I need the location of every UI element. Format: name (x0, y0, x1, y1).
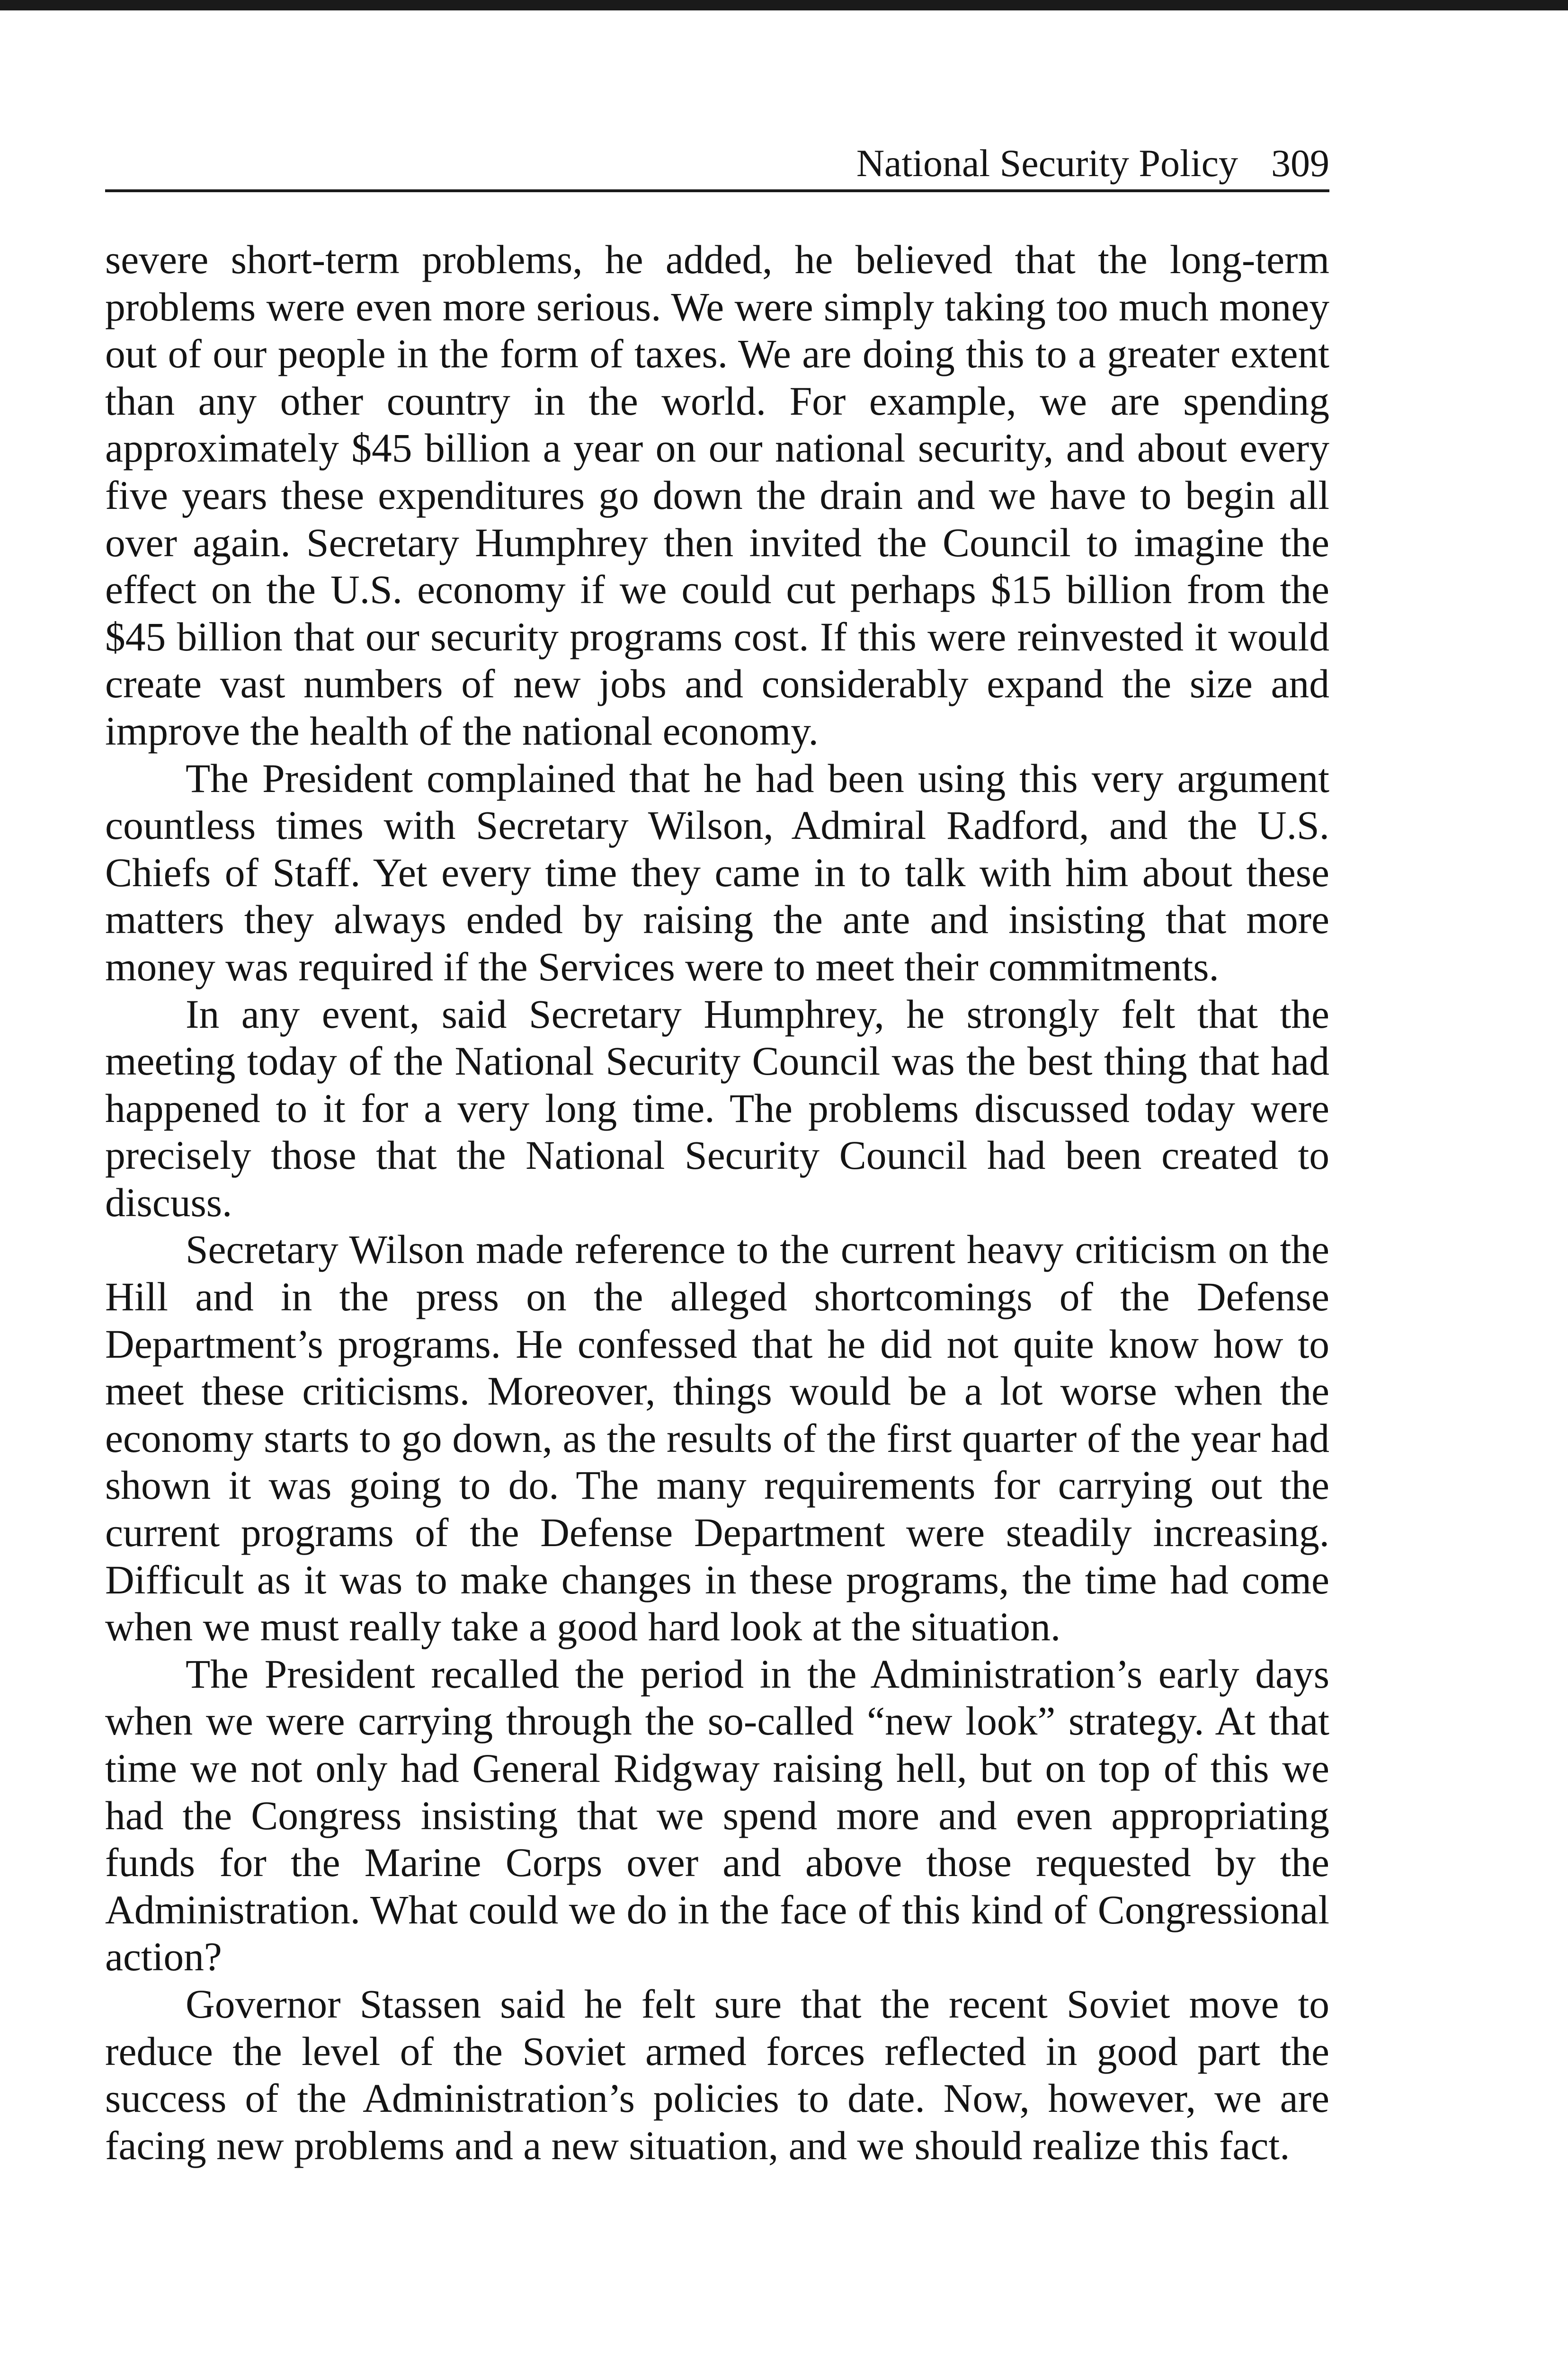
paragraph: The President recalled the period in the Administration’s early days when we were carrying through the so-called “new look” strategy. At that time we not only had General Ridgway raising hell, but on top of this we had the Congress insisting that we spend more and even appropriating funds for the Marine Corps over and above those requested by the Administration. What could we do in the face of this kind of Congressional action? (105, 1652, 1329, 1980)
running-head-title: National Security Policy (856, 142, 1238, 185)
paragraph-continued: severe short-term problems, he added, he believed that the long-term problems were even more serious. We were simply taking too much money out of our people in the form of taxes. We are doing this to a greater extent than any other country in the world. For example, we are spending approximately $45 billion a year on our national security, and about every five years these expenditures go down the drain and we have to begin all over again. Secretary Humphrey then invited the Council to imagine the effect on the U.S. economy if we could cut perhaps $15 billion from the $45 billion that our security programs cost. If this were reinvested it would create vast numbers of new jobs and considerably expand the size and improve the health of the national economy. (105, 238, 1329, 754)
page-top-border (0, 0, 1568, 10)
paragraph: Secretary Wilson made reference to the current heavy criticism on the Hill and in the press on the alleged shortcomings of the Defense Department’s programs. He confessed that he did not quite know how to meet these criticisms. Moreover, things would be a lot worse when the economy starts to go down, as the results of the first quarter of the year had shown it was going to do. The many requirements for carrying out the current programs of the Defense Department were steadily increasing. Difficult as it was to make changes in these programs, the time had come when we must really take a good hard look at the situation. (105, 1228, 1329, 1650)
paragraph: In any event, said Secretary Humphrey, he strongly felt that the meeting today of the National Security Council was the best thing that had happened to it for a very long time. The problems discussed today were precisely those that the National Security Council had been created to discuss. (105, 992, 1329, 1225)
page-number: 309 (1271, 142, 1329, 185)
body-text (105, 237, 1329, 2170)
paragraph: The President complained that he had been using this very argument countless times with Secretary Wilson, Admiral Radford, and the U.S. Chiefs of Staff. Yet every time they came in to talk with him about these matters they always ended by raising the ante and insisting that more money was required if the Services were to meet their commitments. (105, 756, 1329, 989)
paragraph: Governor Stassen said he felt sure that the recent Soviet move to reduce the level of the Soviet armed forces reflected in good part the success of the Administration’s policies to date. Now, however, we are facing new problems and a new situation, and we should realize this fact. (105, 1982, 1329, 2168)
running-head (105, 137, 1329, 192)
